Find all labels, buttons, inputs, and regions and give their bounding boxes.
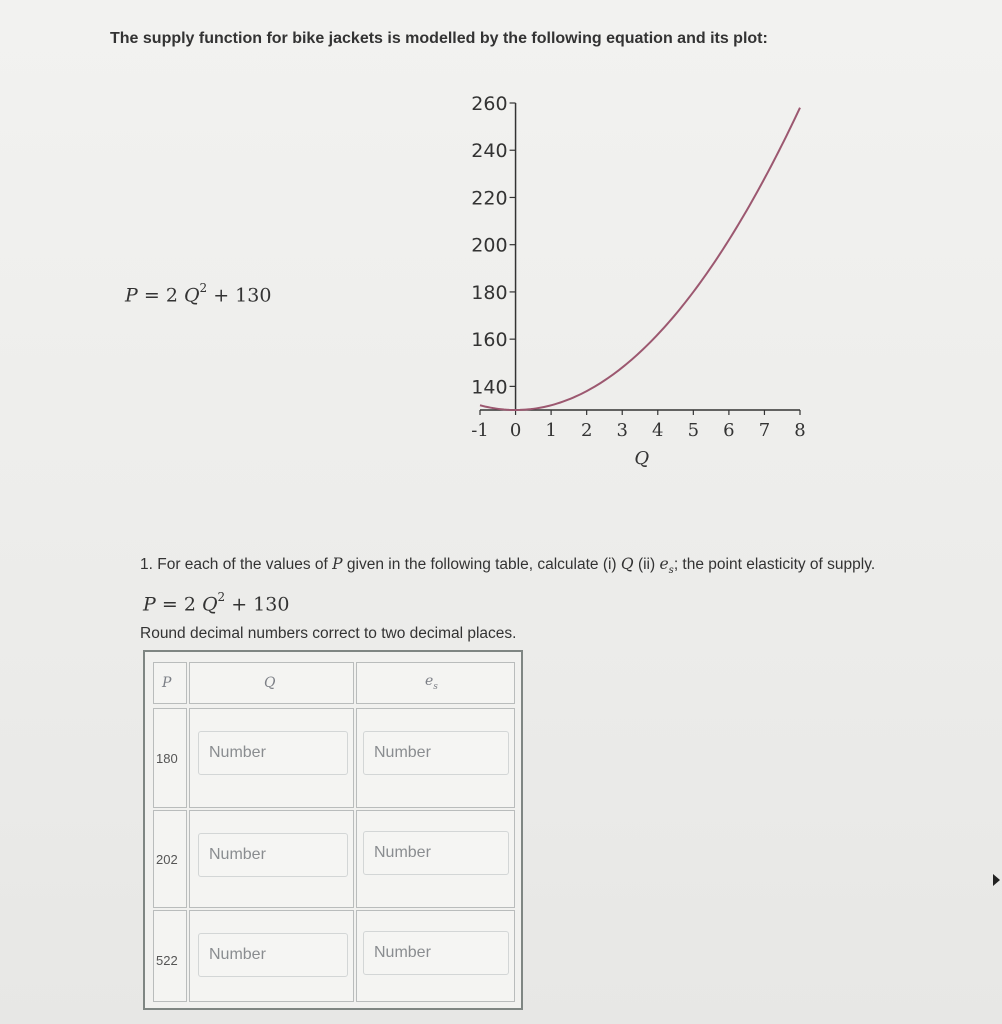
x-tick-label-8: 8: [794, 420, 806, 441]
supply-curve: [480, 108, 800, 410]
table-row-1-p-cell: [153, 708, 187, 808]
y-tick-label-260: 260: [471, 93, 508, 115]
header-q-cell: [189, 662, 354, 704]
header-es: $e_s$: [425, 673, 438, 692]
y-tick-label-160: 160: [471, 329, 508, 352]
supply-equation: P = 2 $Q^2 + 130$: [125, 281, 272, 307]
rounding-instruction: Round decimal numbers correct to two decimal places.: [140, 625, 517, 642]
p-value-3: 522: [156, 953, 178, 968]
table-row-1-es-cell: [356, 708, 515, 808]
x-tick-label-0: 0: [509, 420, 522, 441]
x-tick-label-6: 6: [723, 420, 735, 441]
x-axis-label: Q: [634, 448, 650, 469]
table-row-1-q-cell: [189, 708, 354, 808]
p-value-1: 180: [156, 751, 178, 766]
table-row-3-es-cell: [356, 910, 515, 1002]
q-input-row-3[interactable]: [198, 933, 348, 977]
y-tick-label-200: 200: [471, 234, 508, 257]
y-tick-label-180: 180: [471, 281, 508, 304]
es-input-row-3[interactable]: [363, 931, 509, 975]
header-es-cell: [356, 662, 515, 704]
x-tick-label-4: 4: [652, 420, 664, 441]
x-tick-label-3: 3: [616, 420, 628, 441]
y-tick-label-240: 240: [471, 140, 508, 163]
table-row-2-q-cell: [189, 810, 354, 908]
table-row-3-p-cell: [153, 910, 187, 1002]
supply-plot: [450, 85, 820, 475]
table-row-2-p-cell: [153, 810, 187, 908]
es-input-row-2[interactable]: [363, 831, 509, 875]
scroll-right-arrow-icon[interactable]: [993, 874, 1000, 886]
q-input-row-1[interactable]: [198, 731, 348, 775]
header-q: Q: [264, 675, 276, 691]
es-input-row-1[interactable]: [363, 731, 509, 775]
intro-text: The supply function for bike jackets is modelled by the following equation and its plot:: [110, 30, 768, 47]
header-p: P: [162, 675, 172, 691]
y-tick-label-140: 140: [471, 376, 508, 399]
x-tick-label-5: 5: [687, 420, 700, 441]
p-value-2: 202: [156, 852, 178, 867]
table-row-3-q-cell: [189, 910, 354, 1002]
x-tick-label-2: 2: [580, 420, 593, 441]
x-tick-label-7: 7: [758, 420, 771, 441]
x-tick-label--1: -1: [471, 420, 489, 441]
y-tick-label-220: 220: [471, 187, 508, 210]
question-equation: P = 2 $Q^2 + 130$: [143, 590, 290, 616]
question-text: 1. For each of the values of P given in the following table, calculate (i) Q (ii) $e_s$; the point elasticity of supply.: [140, 555, 876, 577]
header-p-cell: [153, 662, 187, 704]
x-tick-label-1: 1: [545, 420, 557, 441]
answer-table: [143, 650, 523, 1010]
q-input-row-2[interactable]: [198, 833, 348, 877]
table-row-2-es-cell: [356, 810, 515, 908]
